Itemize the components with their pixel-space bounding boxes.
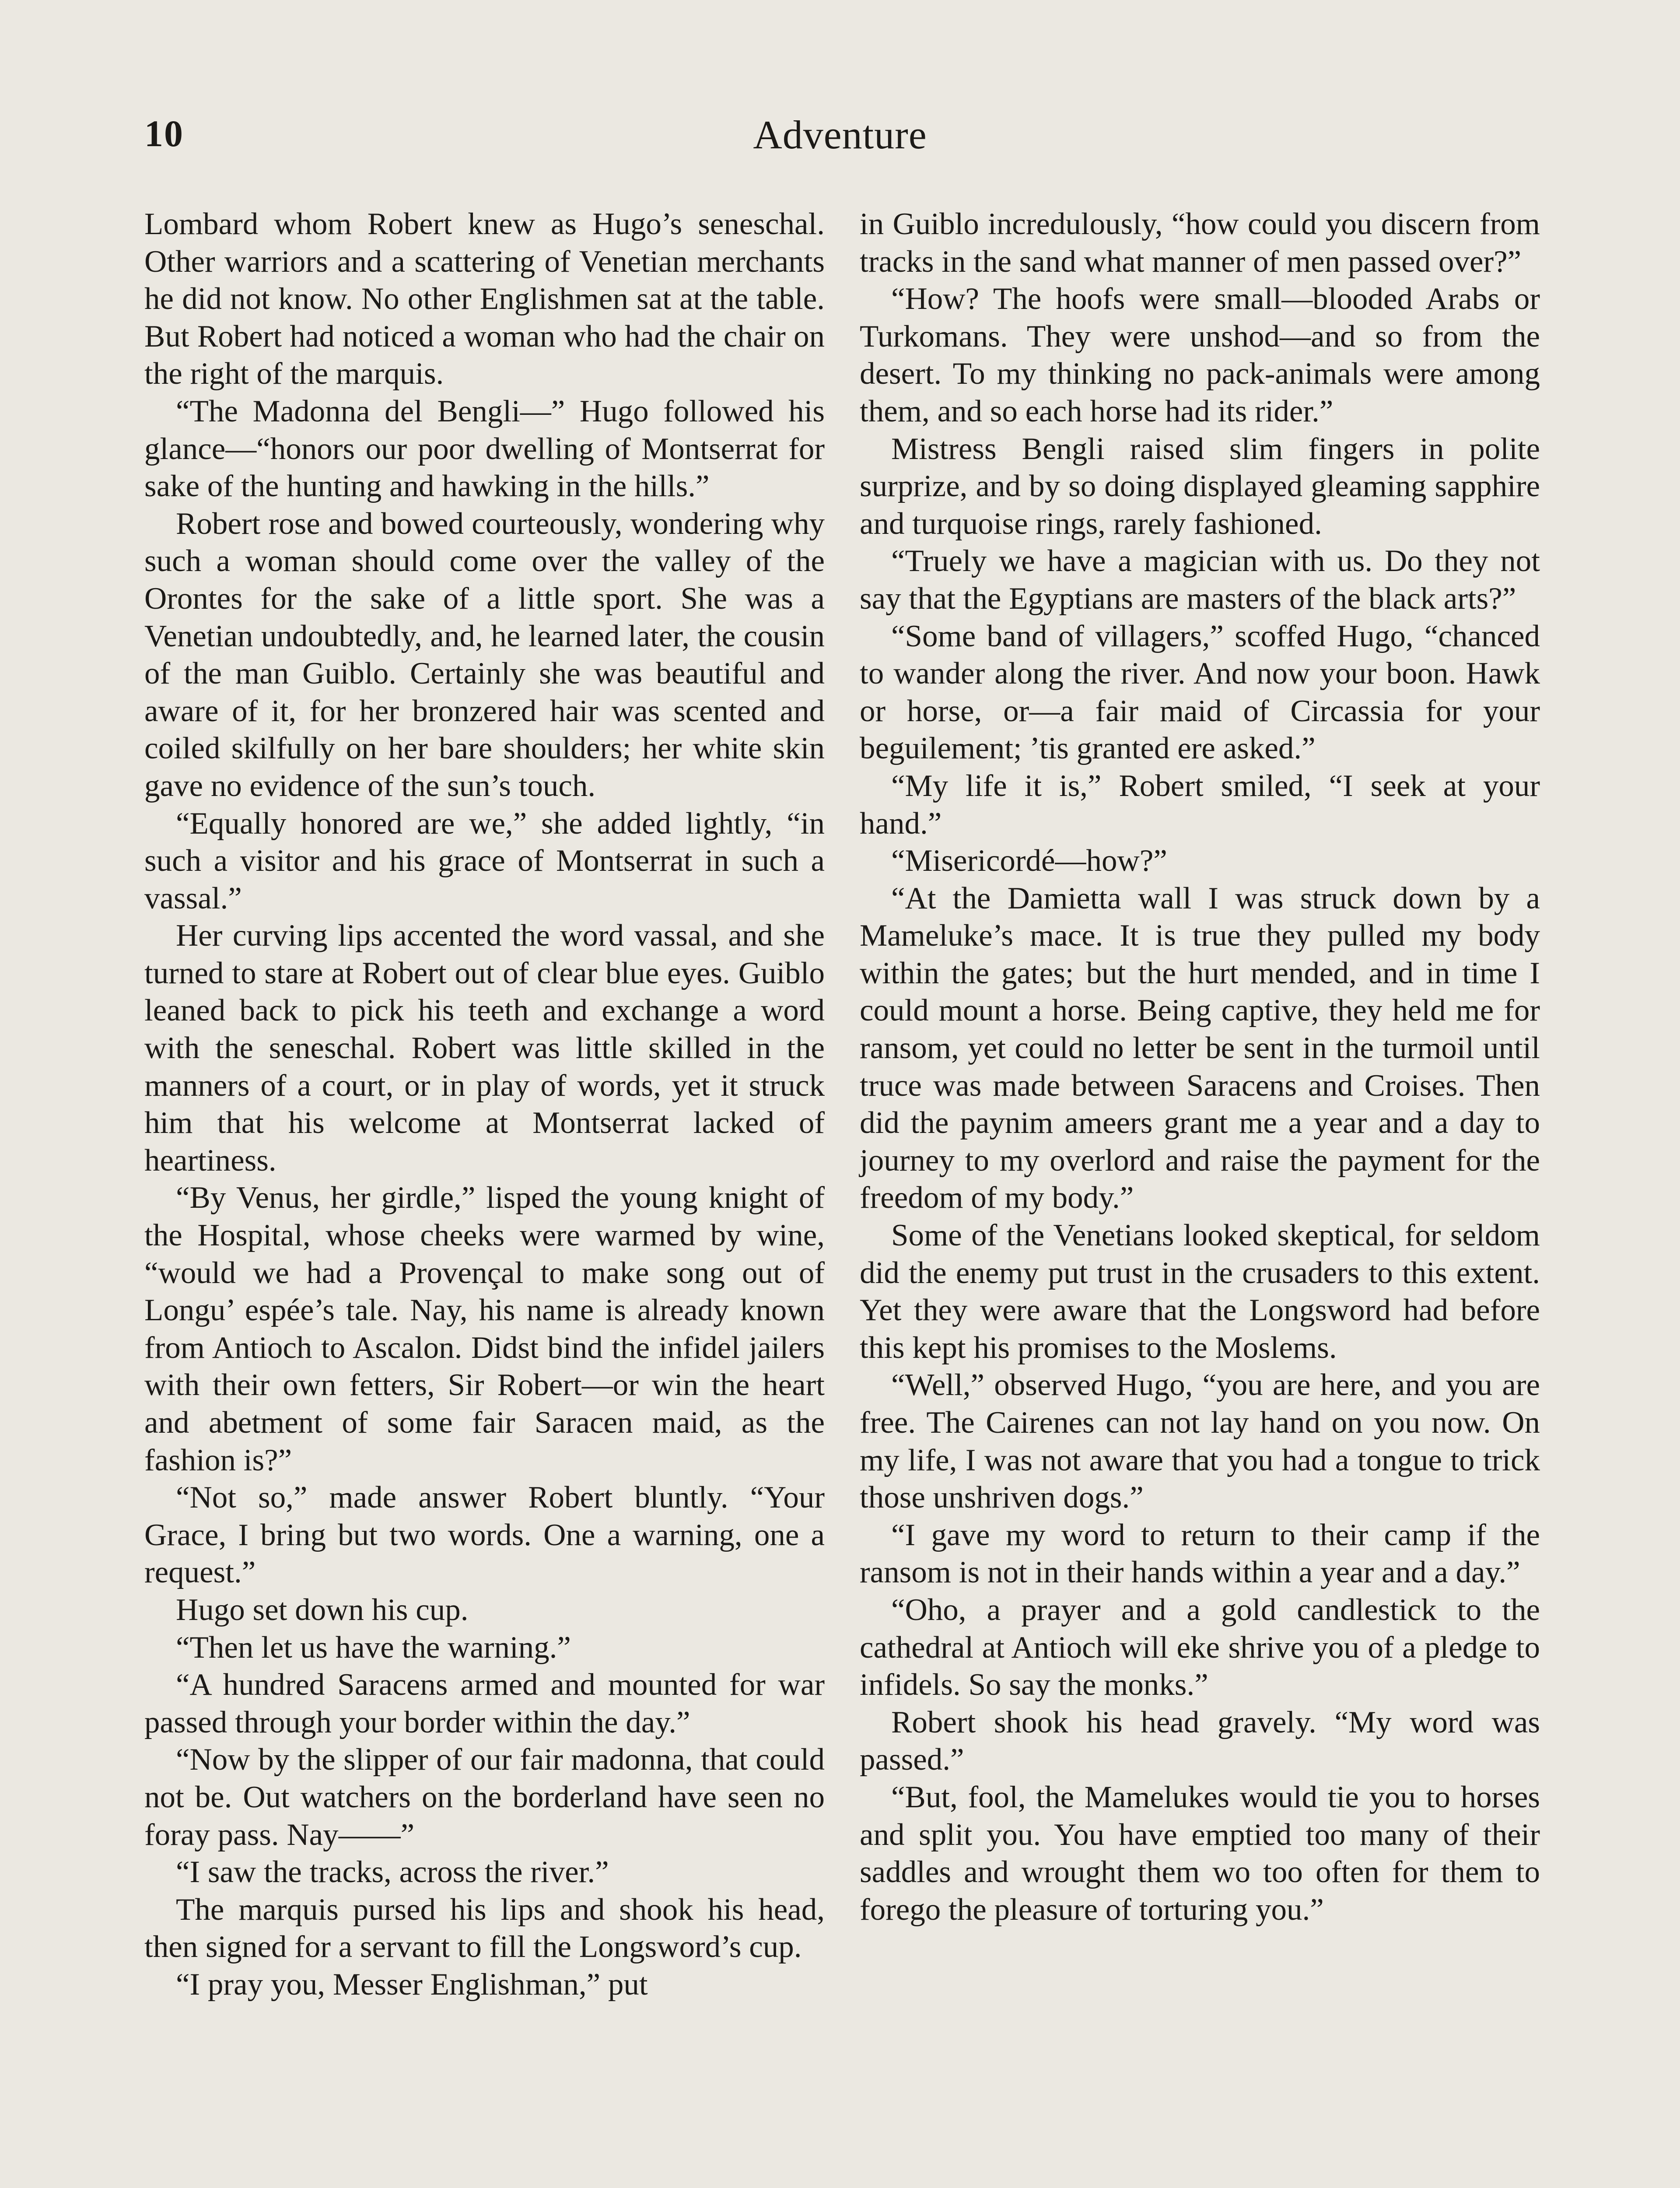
paragraph: “At the Damietta wall I was struck down by a Mameluke’s mace. It is true they pulled my body within the gates; but the hurt mended, and in time I could mount a horse. Being captive, they held me for ransom, yet could no letter be sent in the turmoil until truce was made between Saracens and Croises. Then did the paynim ameers grant me a year and a day to journey to my overlord and raise the payment for the freedom of my body.” — [860, 881, 1540, 1215]
paragraph: “I gave my word to return to their camp if the ransom is not in their hands within a year and a day.” — [860, 1518, 1540, 1590]
page-number: 10 — [144, 112, 184, 154]
paragraph: “Misericordé—how?” — [891, 844, 1167, 878]
paragraph: “A hundred Saracens armed and mounted for war passed through your border within the day.” — [144, 1668, 825, 1739]
paragraph: Mistress Bengli raised slim fingers in polite surprize, and by so doing displayed gleaming sapphire and turquoise rings, rarely fashioned. — [860, 431, 1540, 541]
paragraph: “How? The hoofs were small—blooded Arabs or Turkomans. They were unshod—and so from the desert. To my thinking no pack-animals were among them, and so each horse had its rider.” — [860, 282, 1540, 428]
paragraph: Robert shook his head gravely. “My word was passed.” — [860, 1705, 1540, 1777]
paragraph: “Truely we have a magician with us. Do they not say that the Egyptians are masters of the black arts?” — [860, 544, 1540, 616]
paragraph: The marquis pursed his lips and shook his head, then signed for a servant to fill the Longsword’s cup. — [144, 1892, 825, 1964]
paragraph: in Guiblo incredulously, “how could you discern from tracks in the sand what manner of men passed over?” — [860, 207, 1540, 279]
paragraph: “Oho, a prayer and a gold candlestick to the cathedral at Antioch will eke shrive you of a pledge to infidels. So say the monks.” — [860, 1592, 1540, 1702]
paragraph: “I saw the tracks, across the river.” — [176, 1855, 609, 1890]
paragraph: “The Madonna del Bengli—” Hugo followed his glance—“honors our poor dwelling of Montserrat for sake of the hunting and hawking in the hills.” — [144, 394, 825, 504]
paragraph: “Some band of villagers,” scoffed Hugo, “chanced to wander along the river. And now your boon. Hawk or horse, or—a fair maid of Circassia for your beguilement; ’tis granted ere asked.” — [860, 619, 1540, 766]
paragraph: “Not so,” made answer Robert bluntly. “Your Grace, I bring but two words. One a warning, one a request.” — [144, 1480, 825, 1590]
paragraph: “But, fool, the Mamelukes would tie you to horses and split you. You have emptied too many of their saddles and wrought them wo too often for them to forego the pleasure of torturing you.” — [860, 1780, 1540, 1927]
paragraph: Some of the Venetians looked skeptical, for seldom did the enemy put trust in the crusaders to this extent. Yet they were aware that the Longsword had before this kept his promises to the Moslems. — [860, 1218, 1540, 1365]
left-column — [144, 206, 825, 2004]
magazine-title: Adventure — [753, 112, 927, 157]
paragraph: “By Venus, her girdle,” lisped the young knight of the Hospital, whose cheeks were warmed by wine, “would we had a Provençal to make song out of Longu’ espée’s tale. Nay, his name is already known from Antioch to Ascalon. Didst bind the infidel jailers with their own fetters, Sir Robert—or win the heart and abetment of some fair Saracen maid, as the fashion is?” — [144, 1181, 825, 1477]
paragraph: Lombard whom Robert knew as Hugo’s seneschal. Other warriors and a scattering of Venetian merchants he did not know. No other Englishmen sat at the table. But Robert had noticed a woman who had the chair on the right of the marquis. — [144, 207, 825, 391]
paragraph: “My life it is,” Robert smiled, “I seek at your hand.” — [860, 768, 1540, 841]
page-header — [144, 112, 1536, 168]
paragraph: “Well,” observed Hugo, “you are here, and you are free. The Cairenes can not lay hand on you now. On my life, I was not aware that you had a tongue to trick those unshriven dogs.” — [860, 1368, 1540, 1515]
paragraph: “Equally honored are we,” she added lightly, “in such a visitor and his grace of Montserrat in such a vassal.” — [144, 806, 825, 915]
paragraph: Her curving lips accented the word vassal, and she turned to stare at Robert out of clear blue eyes. Guiblo leaned back to pick his teeth and exchange a word with the seneschal. Robert was little skilled in the manners of a court, or in play of words, yet it struck him that his welcome at Montserrat lacked of heartiness. — [144, 919, 825, 1178]
paragraph: Robert rose and bowed courteously, wondering why such a woman should come over the valley of the Orontes for the sake of a little sport. She was a Venetian undoubtedly, and, he learned later, the cousin of the man Guiblo. Certainly she was beautiful and aware of it, for her bronzered hair was scented and coiled skilfully on her bare shoulders; her white skin gave no evidence of the sun’s touch. — [144, 506, 825, 803]
paragraph: Hugo set down his cup. — [176, 1592, 469, 1627]
paragraph: “Then let us have the warning.” — [176, 1630, 571, 1665]
right-column — [860, 206, 1540, 1929]
paragraph: “Now by the slipper of our fair madonna, that could not be. Out watchers on the borderland have seen no foray pass. Nay——” — [144, 1743, 825, 1852]
paragraph: “I pray you, Messer Englishman,” put — [176, 1967, 648, 2002]
